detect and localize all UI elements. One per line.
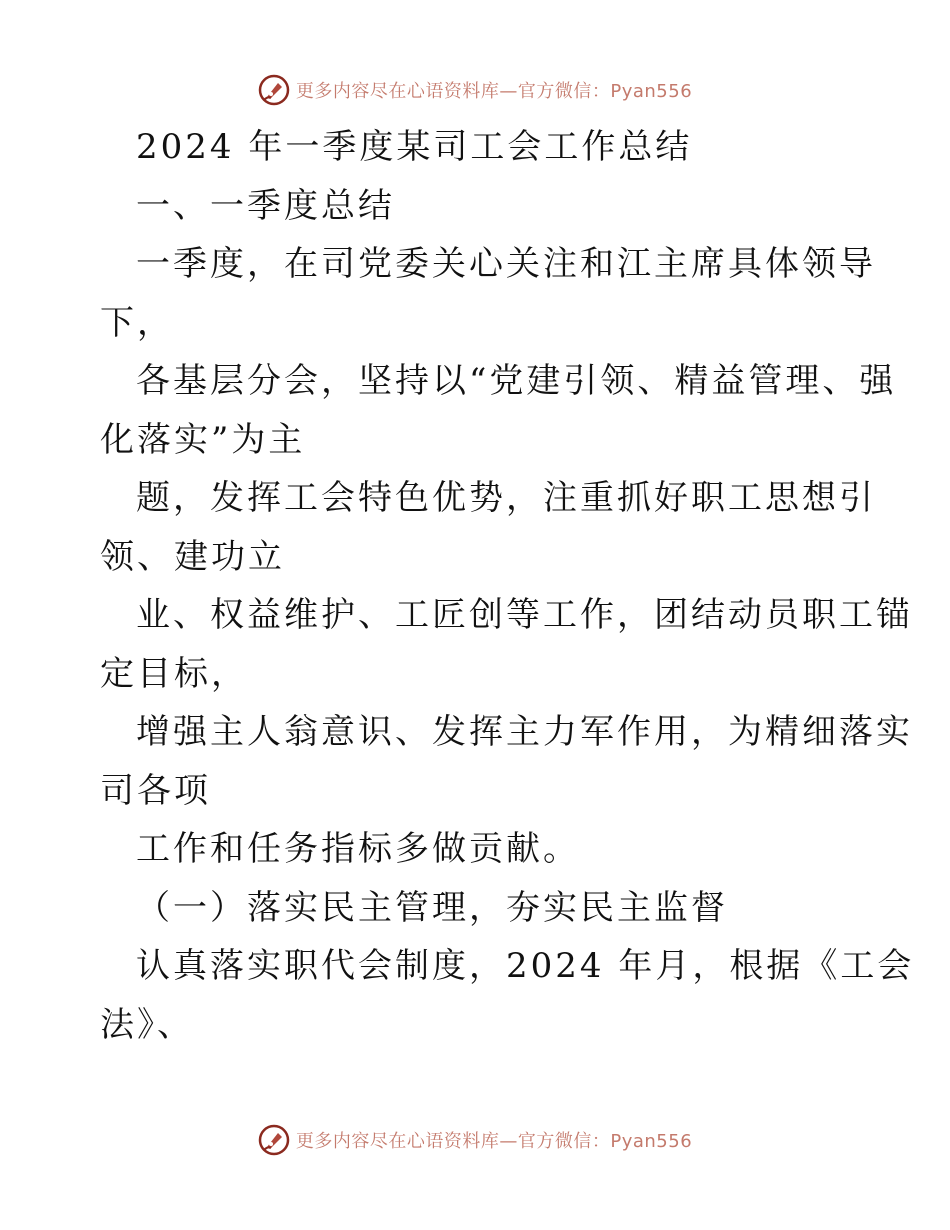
document-line: 题，发挥工会特色优势，注重抓好职工思想引 [136,478,876,518]
document-line: 法》、 [100,1004,194,1045]
document-line: 工作和任务指标多做贡献。 [136,829,580,869]
document-line: 业、权益维护、工匠创等工作，团结动员职工锚 [136,595,913,635]
document-line: 一季度，在司党委关心关注和江主席具体领导 [136,244,876,284]
footer-watermark [0,1120,950,1160]
document-line: 一、一季度总结 [136,185,395,226]
document-line: 化落实”为主 [100,419,306,460]
header-watermark-text: 更多内容尽在心语资料库—官方微信：Pyan556 [295,81,693,102]
header-watermark [0,70,950,110]
document-line: 认真落实职代会制度，2024 年月，根据《工会 [136,946,915,986]
pen-nib-logo-icon [258,1124,290,1156]
document-line: 2024 年一季度某司工会工作总结 [136,127,693,167]
footer-watermark-text: 更多内容尽在心语资料库—官方微信：Pyan556 [295,1131,693,1152]
document-line: （一）落实民主管理，夯实民主监督 [136,887,728,928]
document-line: 各基层分会，坚持以“党建引领、精益管理、强 [136,361,897,401]
document-line: 领、建功立 [100,536,285,577]
document-body [100,118,915,1054]
pen-nib-logo-icon [258,74,290,106]
document-line: 增强主人翁意识、发挥主力军作用，为精细落实 [136,712,913,752]
document-line: 定目标， [100,653,248,694]
document-line: 下， [100,302,174,343]
document-line: 司各项 [100,770,211,811]
